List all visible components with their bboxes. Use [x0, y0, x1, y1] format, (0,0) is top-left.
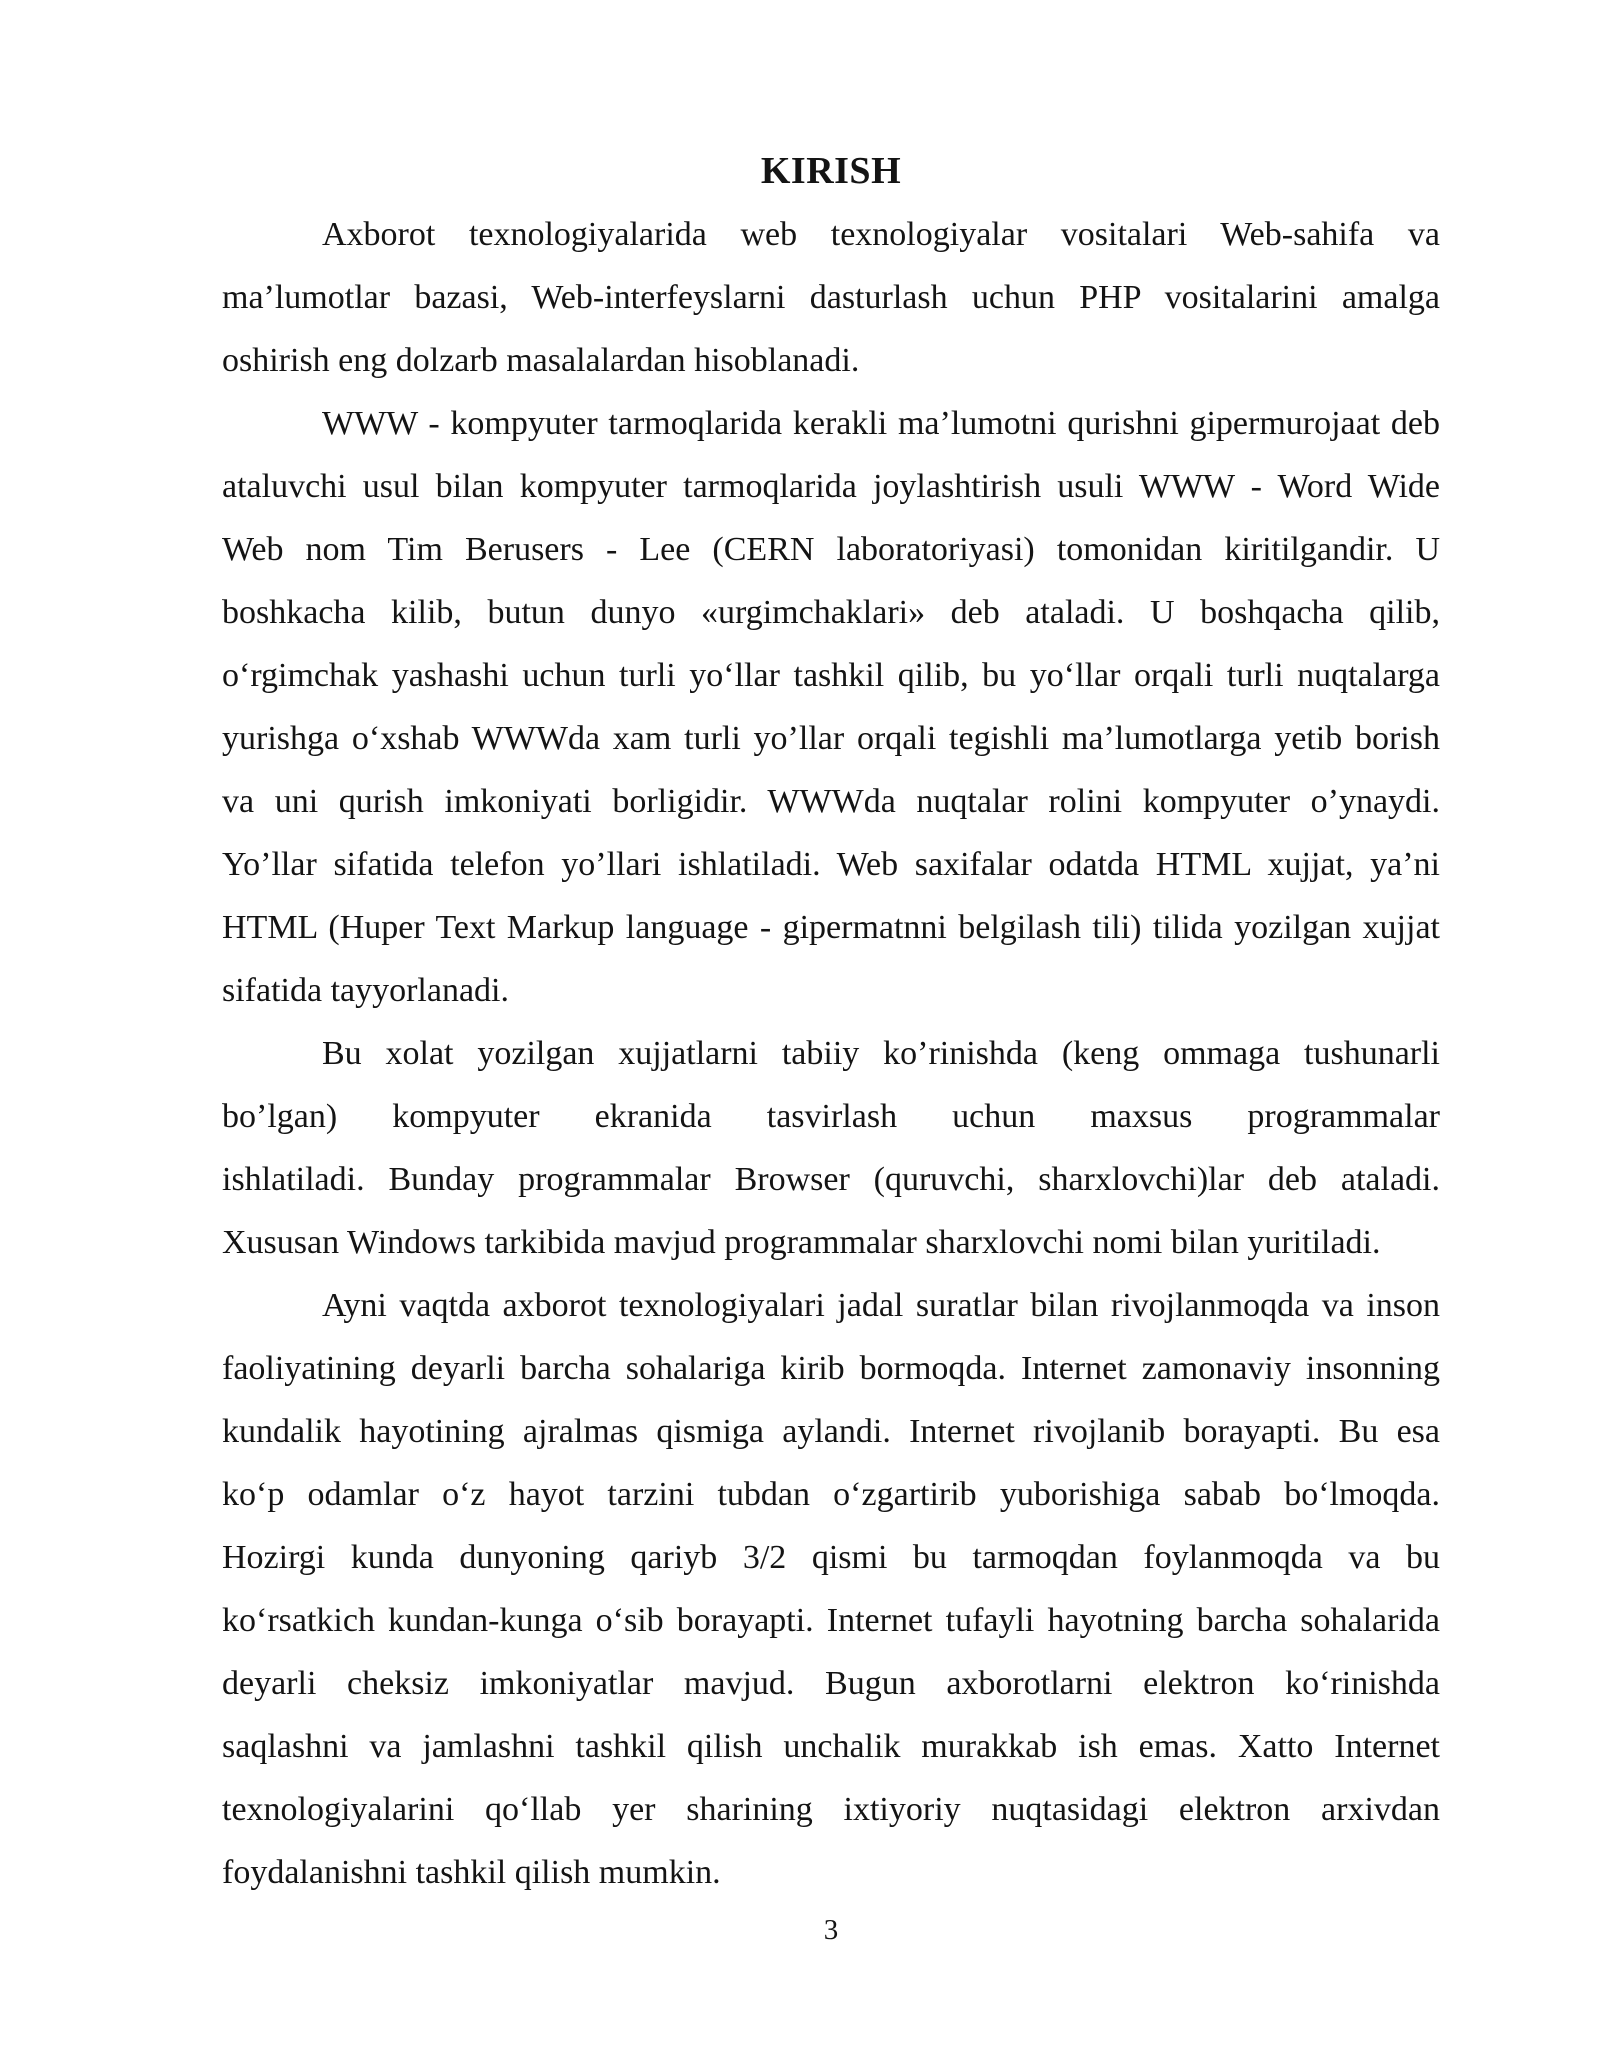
document-body: [222, 203, 1440, 1904]
text-line: va uni qurish imkoniyati borligidir. WWWda nuqtalar rolini kompyuter o’ynaydi.: [222, 783, 1440, 820]
text-line: kundalik hayotining ajralmas qismiga aylandi. Internet rivojlanib borayapti. Bu esa: [222, 1413, 1440, 1450]
text-line: Axborot texnologiyalarida web texnologiyalar vositalari Web-sahifa va: [322, 216, 1440, 253]
text-line: foydalanishni tashkil qilish mumkin.: [222, 1854, 721, 1891]
text-line: yurishga o‘xshab WWWda xam turli yo’llar orqali tegishli ma’lumotlarga yetib borish: [222, 720, 1440, 757]
text-line: saqlashni va jamlashni tashkil qilish unchalik murakkab ish emas. Xatto Internet: [222, 1728, 1440, 1765]
text-line: ma’lumotlar bazasi, Web-interfeyslarni dasturlash uchun PHP vositalarini amalga: [222, 279, 1440, 316]
text-line: texnologiyalarini qo‘llab yer sharining ixtiyoriy nuqtasidagi elektron arxivdan: [222, 1791, 1440, 1828]
text-line: sifatida tayyorlanadi.: [222, 972, 510, 1009]
text-line: boshkacha kilib, butun dunyo «urgimchaklari» deb ataladi. U boshqacha qilib,: [222, 594, 1440, 631]
text-line: Hozirgi kunda dunyoning qariyb 3/2 qismi bu tarmoqdan foylanmoqda va bu: [222, 1539, 1440, 1576]
text-line: WWW - kompyuter tarmoqlarida kerakli ma’lumotni qurishni gipermurojaat deb: [322, 405, 1440, 442]
text-line: Yo’llar sifatida telefon yo’llari ishlatiladi. Web saxifalar odatda HTML xujjat, ya’ni: [222, 846, 1440, 883]
text-line: Bu xolat yozilgan xujjatlarni tabiiy ko’rinishda (keng ommaga tushunarli: [322, 1035, 1440, 1072]
text-line: HTML (Huper Text Markup language - gipermatnni belgilash tili) tilida yozilgan xujjat: [222, 909, 1440, 946]
page-number: 3: [823, 1914, 839, 1946]
text-line: Web nom Tim Berusers - Lee (CERN laboratoriyasi) tomonidan kiritilgandir. U: [222, 531, 1440, 568]
page-title: KIRISH: [760, 150, 902, 192]
text-line: ishlatiladi. Bunday programmalar Browser (quruvchi, sharxlovchi)lar deb ataladi.: [222, 1161, 1440, 1198]
text-line: deyarli cheksiz imkoniyatlar mavjud. Bugun axborotlarni elektron ko‘rinishda: [222, 1665, 1440, 1702]
text-line: faoliyatining deyarli barcha sohalariga kirib bormoqda. Internet zamonaviy insonning: [222, 1350, 1440, 1387]
text-line: Xususan Windows tarkibida mavjud programmalar sharxlovchi nomi bilan yuritiladi.: [222, 1224, 1381, 1261]
text-line: oshirish eng dolzarb masalalardan hisoblanadi.: [222, 342, 860, 379]
text-line: o‘rgimchak yashashi uchun turli yo‘llar tashkil qilib, bu yo‘llar orqali turli nuqtalarga: [222, 657, 1440, 694]
text-line: ko‘p odamlar o‘z hayot tarzini tubdan o‘zgartirib yuborishiga sabab bo‘lmoqda.: [222, 1476, 1440, 1513]
text-line: ko‘rsatkich kundan-kunga o‘sib borayapti. Internet tufayli hayotning barcha sohalarida: [222, 1602, 1440, 1639]
text-line: Ayni vaqtda axborot texnologiyalari jadal suratlar bilan rivojlanmoqda va inson: [322, 1287, 1440, 1324]
text-line: ataluvchi usul bilan kompyuter tarmoqlarida joylashtirish usuli WWW - Word Wide: [222, 468, 1440, 505]
text-line: bo’lgan) kompyuter ekranida tasvirlash uchun maxsus programmalar: [222, 1098, 1440, 1135]
